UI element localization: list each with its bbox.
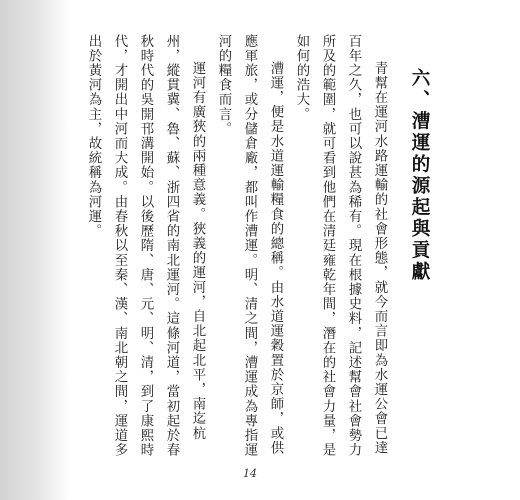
paragraph-2: 漕運，便是水道運輸糧食的總稱。由水道運穀置於京師，或供應軍旅，或分儲倉廠，都叫作漕運。明、清之間，漕運成為專指運河的糧食而言。 xyxy=(216,34,283,458)
section-heading: 六、漕運的源起與貢獻 xyxy=(409,68,430,283)
vertical-text-block xyxy=(80,34,434,459)
paragraph-1: 青幫在運河水路運輸的社會形態，就今而言即為水運公會已達百年之久，也可以說甚為稀有。現在根據史料，記述幫會社會勢力所及的範圍，就可看到他們在清廷雍乾年間，潛在的社會力量，是如何的浩大。 xyxy=(294,34,387,458)
binding-shadow xyxy=(0,0,70,500)
paragraph-3: 運河有廣狹的兩種意義。狹義的運河，自北起北平，南迄杭州，縱貫冀、魯、蘇、浙四省的南北運河。這條河道，當初起於春秋時代的吳開邗溝開始。以後歷隋、唐、元、明、清，到了康熙時代，才開出中河而大成。由春秋以至秦、漢、南北朝之間，運道多出於黃河為主，故統稱為河運。 xyxy=(86,34,205,458)
page-number: 14 xyxy=(243,467,257,480)
